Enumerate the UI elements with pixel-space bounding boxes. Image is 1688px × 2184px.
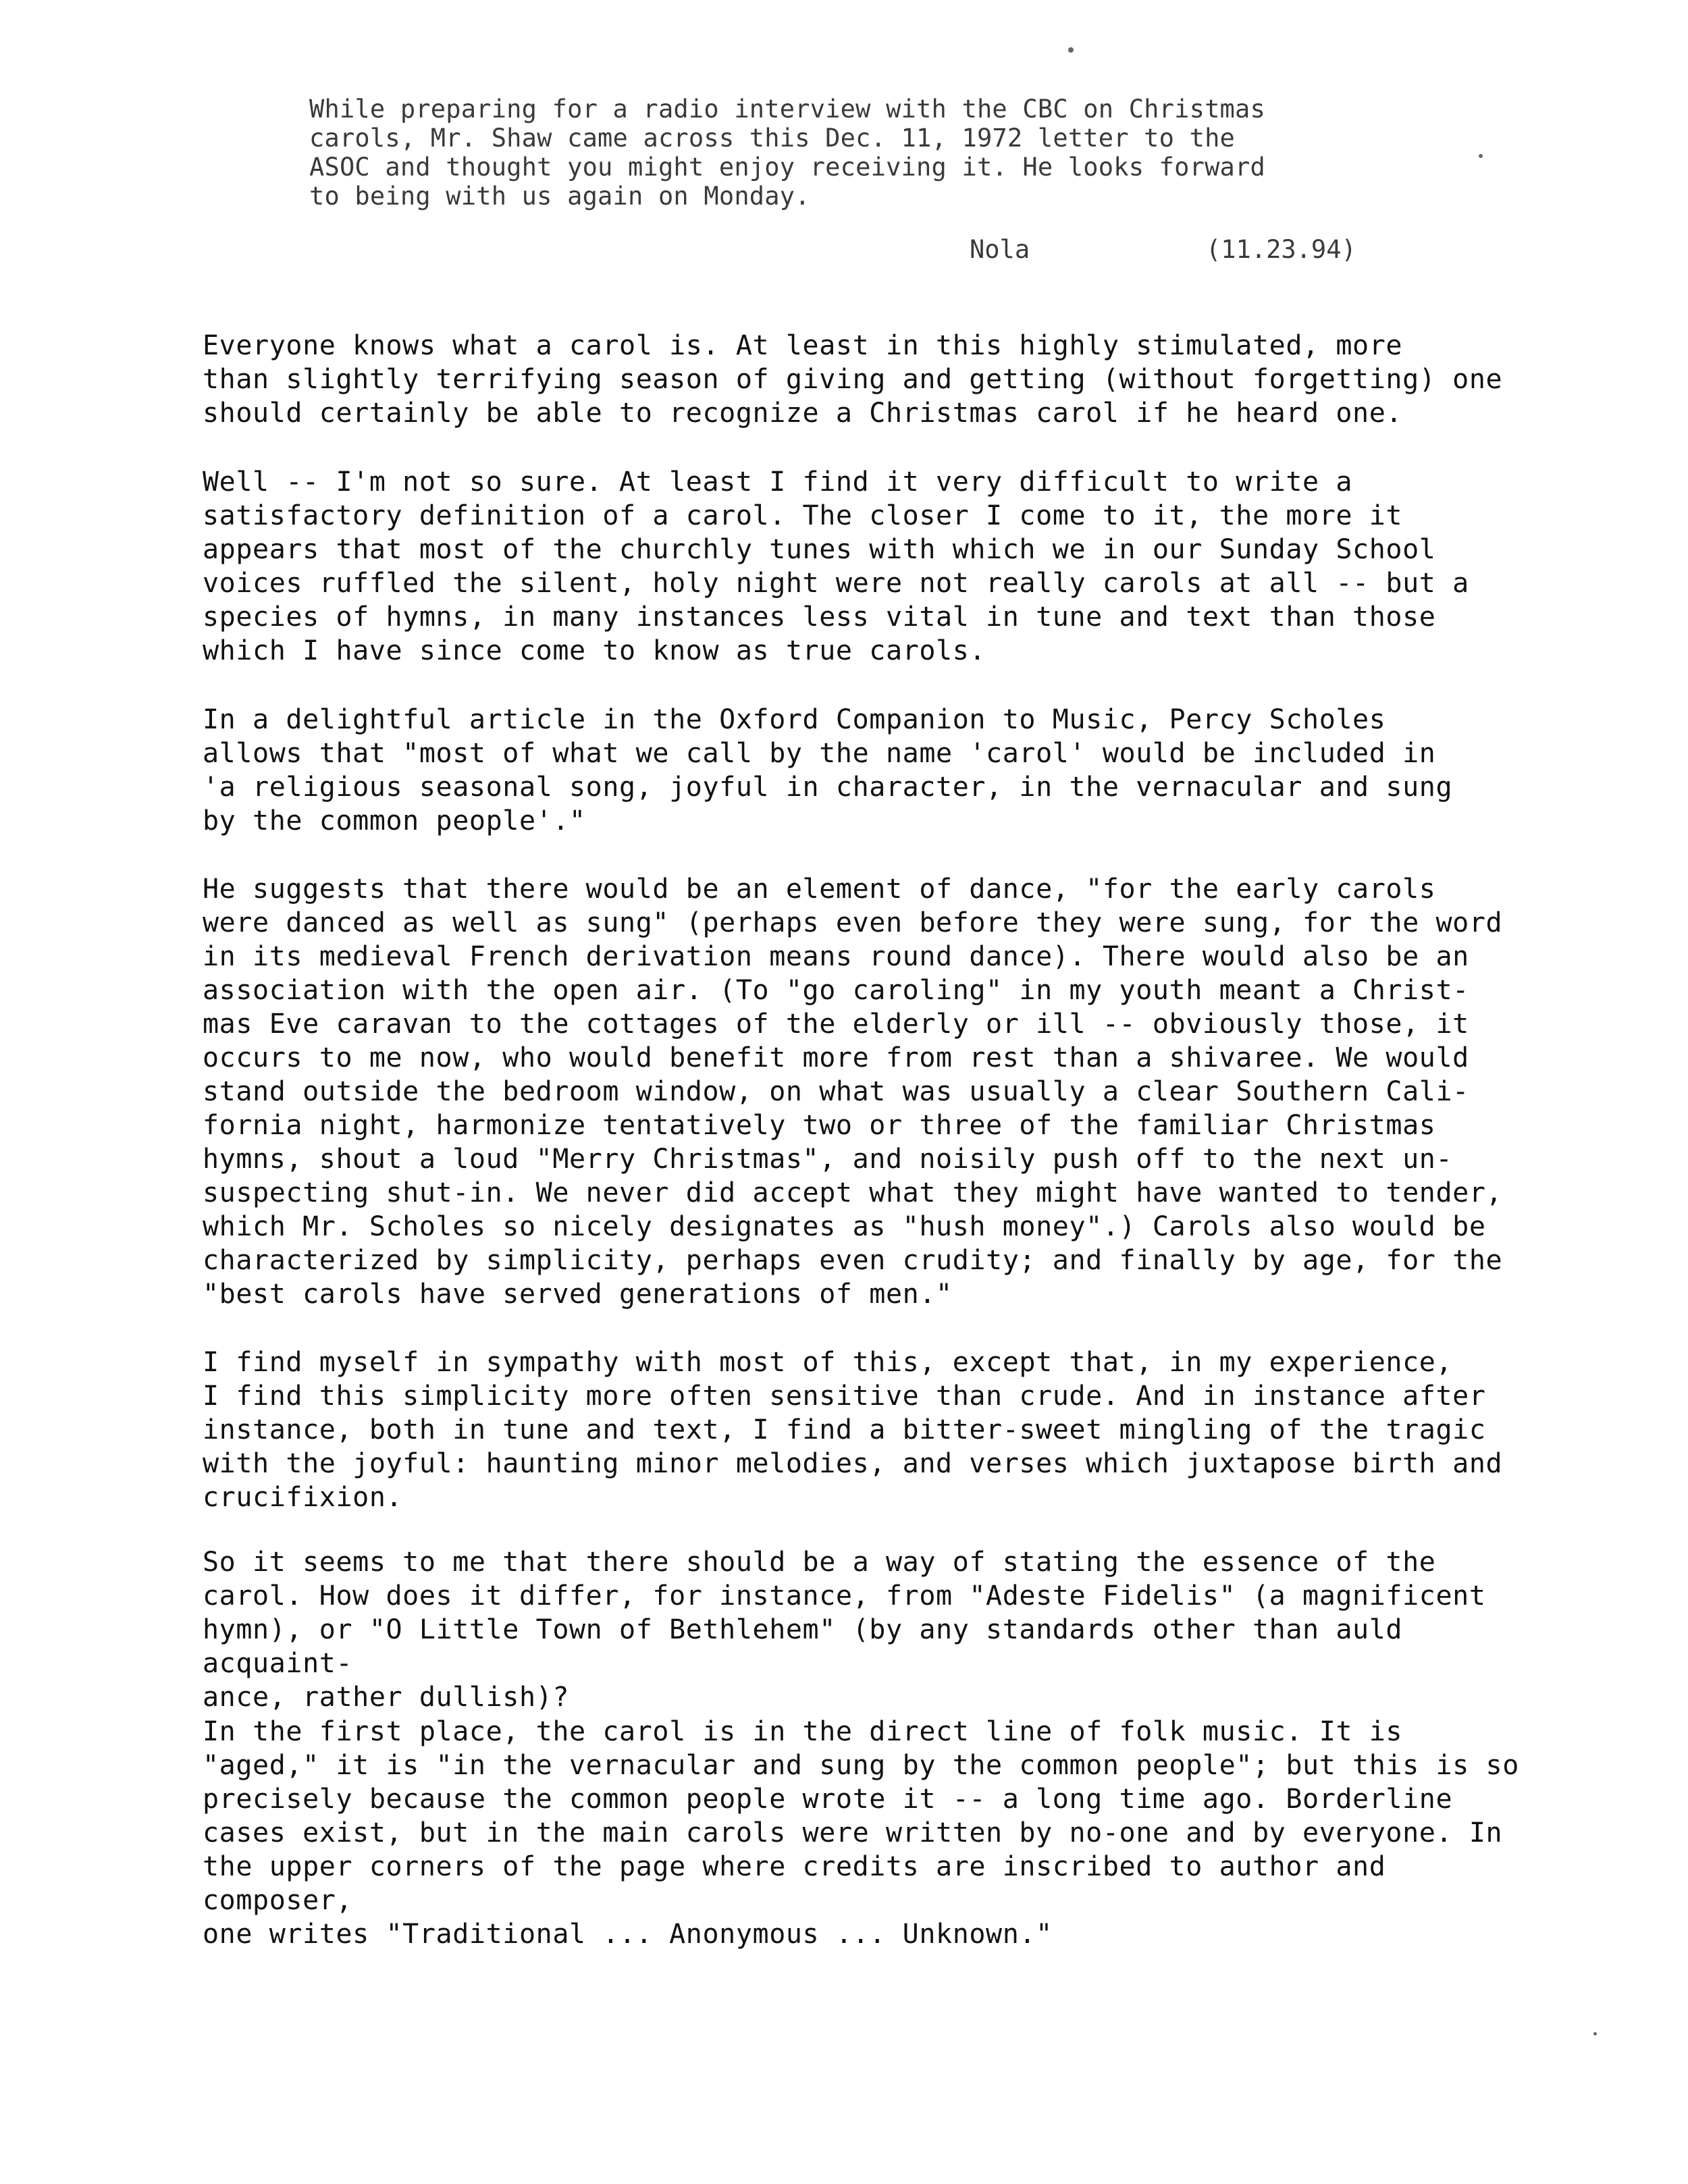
letter-paragraph-2: Well -- I'm not so sure. At least I find it very difficult to write a satisfactory definition of a carol. The closer I come to it, the more it appears that most of the churchly tunes with which we in our Sunday School voices ruffled the silent, holy night were not really carols at all -- but a species of hymns, in many instances less vital in tune and text than those which I have since come to know as true carols. xyxy=(203,467,1469,666)
cover-note-signature: Nola xyxy=(970,235,1030,264)
scan-speck xyxy=(1068,47,1074,53)
letter-paragraph-5: I find myself in sympathy with most of this, except that, in my experience, I find this simplicity more often sensitive than crude. And in instance after instance, both in tune and text, I find a bitter-sweet mingling of the tragic with the joyful: haunting minor melodies, and verses which juxtapose birth and crucifixion. xyxy=(203,1347,1503,1513)
letter-paragraph-7: In the first place, the carol is in the direct line of folk music. It is "aged," it is "in the vernacular and sung by the common people"; but this is so precisely because the common people wrote it -- a long time ago. Borderline cases exist, but in the main carols were written by no-one and by everyone. In the upper corners of the page where credits are inscribed to author and composer, one writes "Traditional ... Anonymous ... Unknown." xyxy=(203,1716,1519,1950)
letter-paragraph-6: So it seems to me that there should be a way of stating the essence of the carol. How does it differ, for instance, from "Adeste Fidelis" (a magnificent hymn), or "O Little Town of Bethlehem" (by any standards other than auld acquaint- ance, rather dullish)? xyxy=(203,1547,1486,1713)
scan-speck xyxy=(1479,154,1483,158)
cover-note: While preparing for a radio interview with the CBC on Christmas carols, Mr. Shaw came across this Dec. 11, 1972 letter to the ASOC and thought you might enjoy receiving it. He looks forward to being with us again on Monday. xyxy=(309,95,1265,211)
cover-note-date: (11.23.94) xyxy=(1206,235,1356,264)
letter-paragraph-1: Everyone knows what a carol is. At least in this highly stimulated, more than slightly terrifying season of giving and getting (without forgetting) one should certainly be able to recognize a Christmas carol if he heard one. xyxy=(203,330,1503,429)
letter-paragraph-3: In a delightful article in the Oxford Companion to Music, Percy Scholes allows that "most of what we call by the name 'carol' would be included in 'a religious seasonal song, joyful in character, in the vernacular and sung by the common people'." xyxy=(203,704,1453,836)
letter-paragraph-4: He suggests that there would be an element of dance, "for the early carols were danced as well as sung" (perhaps even before they were sung, for the word in its medieval French derivation means round dance). There would also be an association with the open air. (To "go caroling" in my youth meant a Christ- mas Eve caravan to the cottages of the elderly or ill -- obviously those, it occurs to me now, who would benefit more from rest than a shivaree. We would stand outside the bedroom window, on what was usually a clear Southern Cali- fornia night, harmonize tentatively two or three of the familiar Christmas hymns, shout a loud "Merry Christmas", and noisily push off to the next un- suspecting shut-in. We never did accept what they might have wanted to tender, which Mr. Scholes so nicely designates as "hush money".) Carols also would be characterized by simplicity, perhaps even crudity; and finally by age, for the "best carols have served generations of men." xyxy=(203,874,1503,1310)
scan-speck xyxy=(1593,2032,1597,2035)
